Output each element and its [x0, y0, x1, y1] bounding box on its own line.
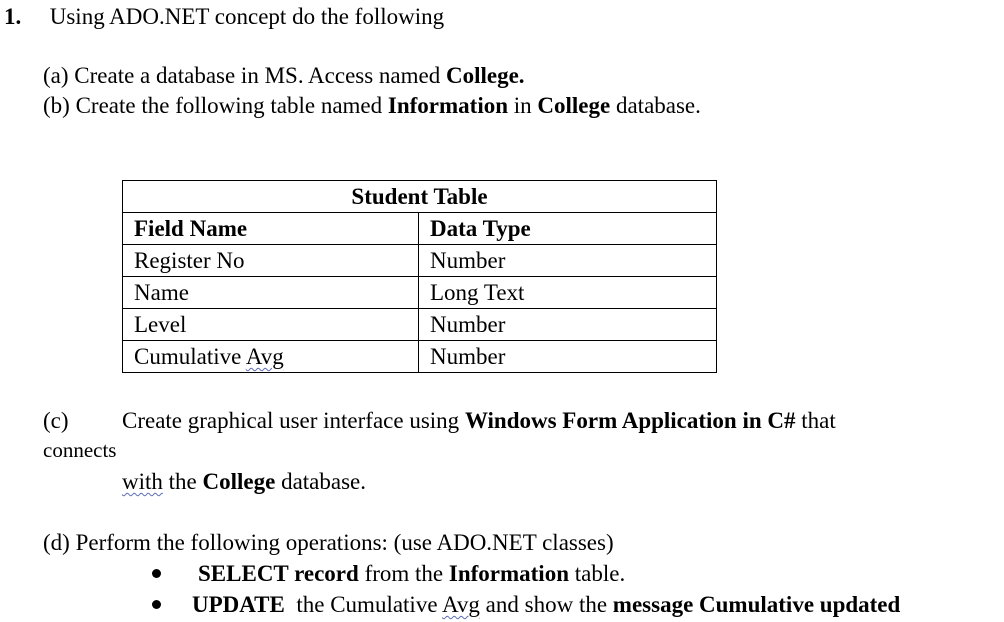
part-d-label: (d): [43, 530, 70, 555]
table-caption: Student Table: [123, 181, 717, 213]
cell-field: Register No: [123, 245, 419, 277]
table-row: [123, 309, 717, 341]
cell-field: Name: [123, 277, 419, 309]
table-row: [123, 277, 717, 309]
student-table: [122, 180, 717, 373]
part-c-text2: that: [795, 408, 836, 433]
part-c-line3: [122, 470, 366, 493]
table-header-row: [123, 213, 717, 245]
part-d-text: Perform the following operations: (use ADO.NET classes): [75, 530, 614, 555]
bullet1-text2: table.: [569, 561, 626, 586]
bullet-icon: [152, 600, 161, 609]
part-c-label: (c): [43, 408, 69, 433]
cell-field: [123, 341, 419, 373]
cell-type: Number: [419, 245, 717, 277]
cell-type: Number: [419, 309, 717, 341]
part-c-with: with: [122, 469, 163, 494]
part-b-text3: database.: [610, 93, 701, 118]
header-field-name: Field Name: [123, 213, 419, 245]
bullet2-bold1: UPDATE: [192, 592, 285, 617]
cell-field: Level: [123, 309, 419, 341]
part-c-line2: connects: [43, 438, 117, 462]
question-heading: [4, 5, 444, 28]
bullet1-bold1: SELECT record: [198, 561, 359, 586]
part-b-text1: Create the following table named: [75, 93, 388, 118]
part-b-text2: in: [508, 93, 538, 118]
part-d: [43, 531, 614, 554]
bullet2-avg: Avg: [442, 592, 480, 617]
part-c-line3-end: database.: [275, 469, 366, 494]
part-b: [43, 94, 701, 117]
question-number: 1.: [4, 4, 22, 29]
cell-type: Long Text: [419, 277, 717, 309]
part-a-label: (a): [43, 63, 69, 88]
part-a-bold: College.: [446, 63, 525, 88]
part-c-line3-bold: College: [202, 469, 276, 494]
bullet-icon: [152, 569, 161, 578]
part-c-text-line: [122, 409, 836, 432]
part-b-label: (b): [43, 93, 70, 118]
part-c-line1: [43, 409, 69, 432]
part-c-line3-text: the: [162, 469, 203, 494]
bullet-item-update: [192, 593, 900, 616]
cell-type: Number: [419, 341, 717, 373]
table-row: [123, 245, 717, 277]
table-row: [123, 341, 717, 373]
part-c-text1: Create graphical user interface using: [122, 408, 465, 433]
part-b-bold1: Information: [387, 93, 509, 118]
bullet2-bold2: message Cumulative updated: [612, 592, 901, 617]
part-b-bold2: College: [537, 93, 611, 118]
part-c-bold1: Windows Form Application in C#: [464, 408, 796, 433]
bullet-item-select: [198, 562, 625, 585]
bullet1-text1: from the: [358, 561, 449, 586]
bullet2-text2: and show the: [479, 592, 613, 617]
bullet1-bold2: Information: [448, 561, 569, 586]
part-a-text: Create a database in MS. Access named: [74, 63, 446, 88]
part-a: [43, 64, 525, 87]
cumulative-avg-cell: Cumulative Avg: [134, 344, 284, 369]
header-data-type: Data Type: [419, 213, 717, 245]
bullet2-text1: the Cumulative: [284, 592, 443, 617]
question-title: Using ADO.NET concept do the following: [49, 4, 445, 29]
